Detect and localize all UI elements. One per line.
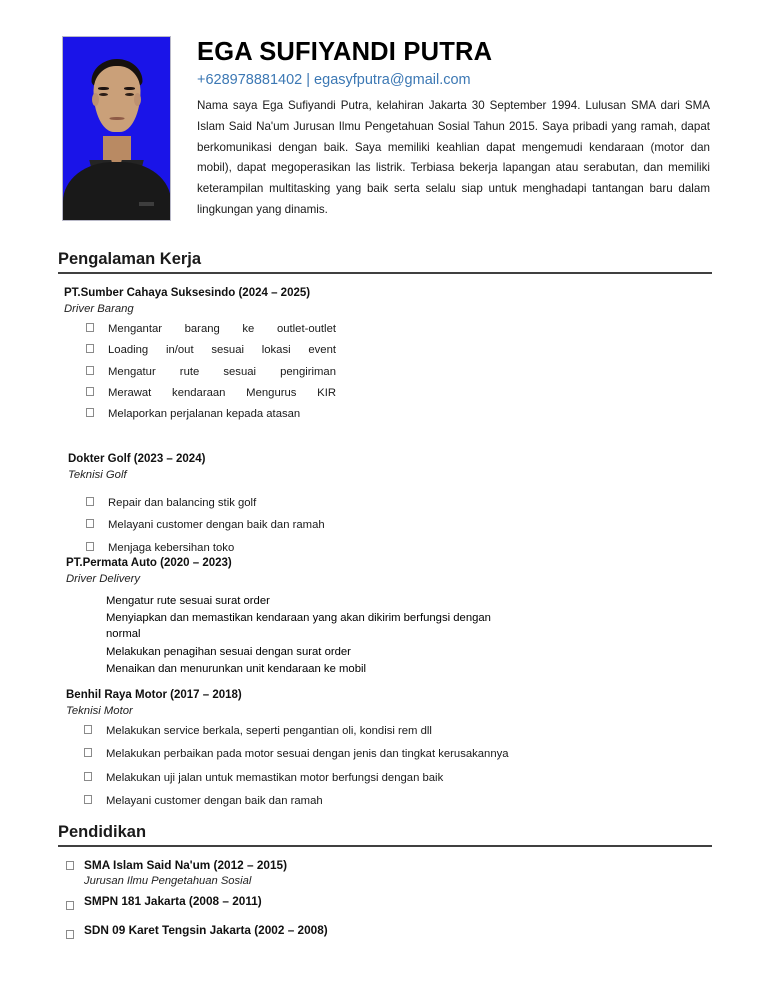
bullet-text: Mengatur rute sesuai pengiriman <box>108 365 336 378</box>
section-heading-education <box>58 823 712 847</box>
checkbox-icon <box>86 366 94 375</box>
bullet-text: Melakukan penagihan sesuai dengan surat order <box>106 645 351 658</box>
photo-ear-left <box>92 93 99 106</box>
bullet-item <box>86 540 416 556</box>
photo-face <box>93 66 140 132</box>
checkbox-icon <box>66 861 74 870</box>
photo-eye-right <box>125 93 134 96</box>
bullet-item <box>84 723 586 739</box>
education-school: SMPN 181 Jakarta (2008 – 2011) <box>84 894 262 908</box>
education-school: SDN 09 Karet Tengsin Jakarta (2002 – 2008) <box>84 923 328 937</box>
experience-role: Driver Barang <box>64 302 134 315</box>
checkbox-icon <box>86 542 94 551</box>
profile-summary: Nama saya Ega Sufiyandi Putra, kelahiran Jakarta 30 September 1994. Lulusan SMA dari SMA Islam Said Na'um Jurusan Ilmu Pengetahuan Sosial Tahun 2015. Saya pribadi yang ramah, dapat berkomunikasi dengan baik. Saya memiliki keahlian dapat mengemudi kendaraan (motor dan mobil), dapat megoperasikan las listrik. Terbiasa bekerja lapangan atau serabutan, dan memiliki keterampilan multitasking yang baik serta selalu siap untuk menghadapi tantangan baru dalam lingkungan yang dinamis. <box>197 99 710 216</box>
bullet-text: Menyiapkan dan memastikan kendaraan yang akan dikirim berfungsi dengan normal <box>106 611 491 641</box>
photo-shirt-pocket <box>139 202 154 206</box>
checkbox-icon <box>66 901 74 910</box>
checkbox-icon <box>86 408 94 417</box>
section-title-experience: Pengalaman Kerja <box>58 250 202 268</box>
section-title-education: Pendidikan <box>58 823 147 841</box>
bullet-text: Melakukan perbaikan pada motor sesuai dengan jenis dan tingkat kerusakannya <box>106 748 509 761</box>
experience-org: Dokter Golf (2023 – 2024) <box>68 453 206 465</box>
bullet-item <box>86 517 416 533</box>
experience-bullets <box>86 321 336 423</box>
checkbox-icon <box>84 795 92 804</box>
photo-shirt <box>63 162 171 221</box>
section-heading-experience <box>58 250 712 274</box>
checkbox-icon <box>86 497 94 506</box>
bullet-item <box>86 342 336 358</box>
experience-bullets <box>84 591 546 675</box>
checkbox-icon <box>86 519 94 528</box>
experience-entry <box>64 286 484 423</box>
bullet-text: Melakukan service berkala, seperti pengantian oli, kondisi rem dll <box>106 724 432 737</box>
photo-brow-left <box>98 87 109 90</box>
experience-bullets <box>84 723 586 810</box>
bullet-text: Menjaga kebersihan toko <box>108 541 235 554</box>
checkbox-icon <box>86 323 94 332</box>
experience-org: PT.Permata Auto (2020 – 2023) <box>66 557 232 569</box>
experience-org: PT.Sumber Cahaya Suksesindo (2024 – 2025) <box>64 287 311 299</box>
section-divider-experience <box>58 272 712 274</box>
bullet-item <box>86 495 416 511</box>
checkbox-icon <box>84 772 92 781</box>
bullet-item <box>86 364 336 380</box>
bullet-text: Melaporkan perjalanan kepada atasan <box>108 408 301 421</box>
bullet-item <box>86 406 336 422</box>
experience-entry <box>68 452 488 556</box>
photo-ear-right <box>134 93 141 106</box>
education-entry <box>66 894 486 910</box>
checkbox-icon <box>66 930 74 939</box>
experience-role: Teknisi Motor <box>66 704 133 717</box>
bullet-text: Melakukan uji jalan untuk memastikan motor berfungsi dengan baik <box>106 771 444 784</box>
resume-header <box>62 36 710 221</box>
photo-mouth <box>109 117 124 120</box>
bullet-text: Melayani customer dengan baik dan ramah <box>106 794 323 807</box>
page-title: EGA SUFIYANDI PUTRA <box>197 38 493 66</box>
bullet-item <box>86 321 336 337</box>
bullet-text: Mengantar barang ke outlet-outlet <box>108 322 336 335</box>
experience-role: Driver Delivery <box>66 572 141 585</box>
bullet-text: Mengatur rute sesuai surat order <box>106 594 270 607</box>
bullet-item <box>84 746 586 762</box>
bullet-text: Repair dan balancing stik golf <box>108 496 257 509</box>
experience-entry <box>66 556 546 675</box>
checkbox-icon <box>84 725 92 734</box>
photo-brow-right <box>124 87 135 90</box>
bullet-text: Melayani customer dengan baik dan ramah <box>108 519 325 532</box>
photo-neck <box>103 136 131 162</box>
bullet-item <box>84 770 586 786</box>
section-divider-education <box>58 845 712 847</box>
bullet-text: Loading in/out sesuai lokasi event <box>108 344 336 357</box>
education-major: Jurusan Ilmu Pengetahuan Sosial <box>84 874 252 887</box>
checkbox-icon <box>86 344 94 353</box>
experience-entry <box>66 688 586 809</box>
header-text-block <box>197 36 710 220</box>
experience-role: Teknisi Golf <box>68 468 127 481</box>
contact-line[interactable]: +628978881402 | egasyfputra@gmail.com <box>197 72 471 89</box>
bullet-item <box>86 385 336 401</box>
bullet-text: Merawat kendaraan Mengurus KIR <box>108 386 336 399</box>
education-entry <box>66 858 486 889</box>
bullet-item <box>84 793 586 809</box>
profile-photo <box>62 36 171 221</box>
photo-eye-left <box>99 93 108 96</box>
education-school: SMA Islam Said Na'um (2012 – 2015) <box>84 858 288 872</box>
education-entry <box>66 923 506 939</box>
experience-org: Benhil Raya Motor (2017 – 2018) <box>66 689 242 701</box>
experience-bullets <box>86 495 416 556</box>
checkbox-icon <box>86 387 94 396</box>
checkbox-icon <box>84 748 92 757</box>
bullet-text: Menaikan dan menurunkan unit kendaraan ke mobil <box>106 662 366 675</box>
